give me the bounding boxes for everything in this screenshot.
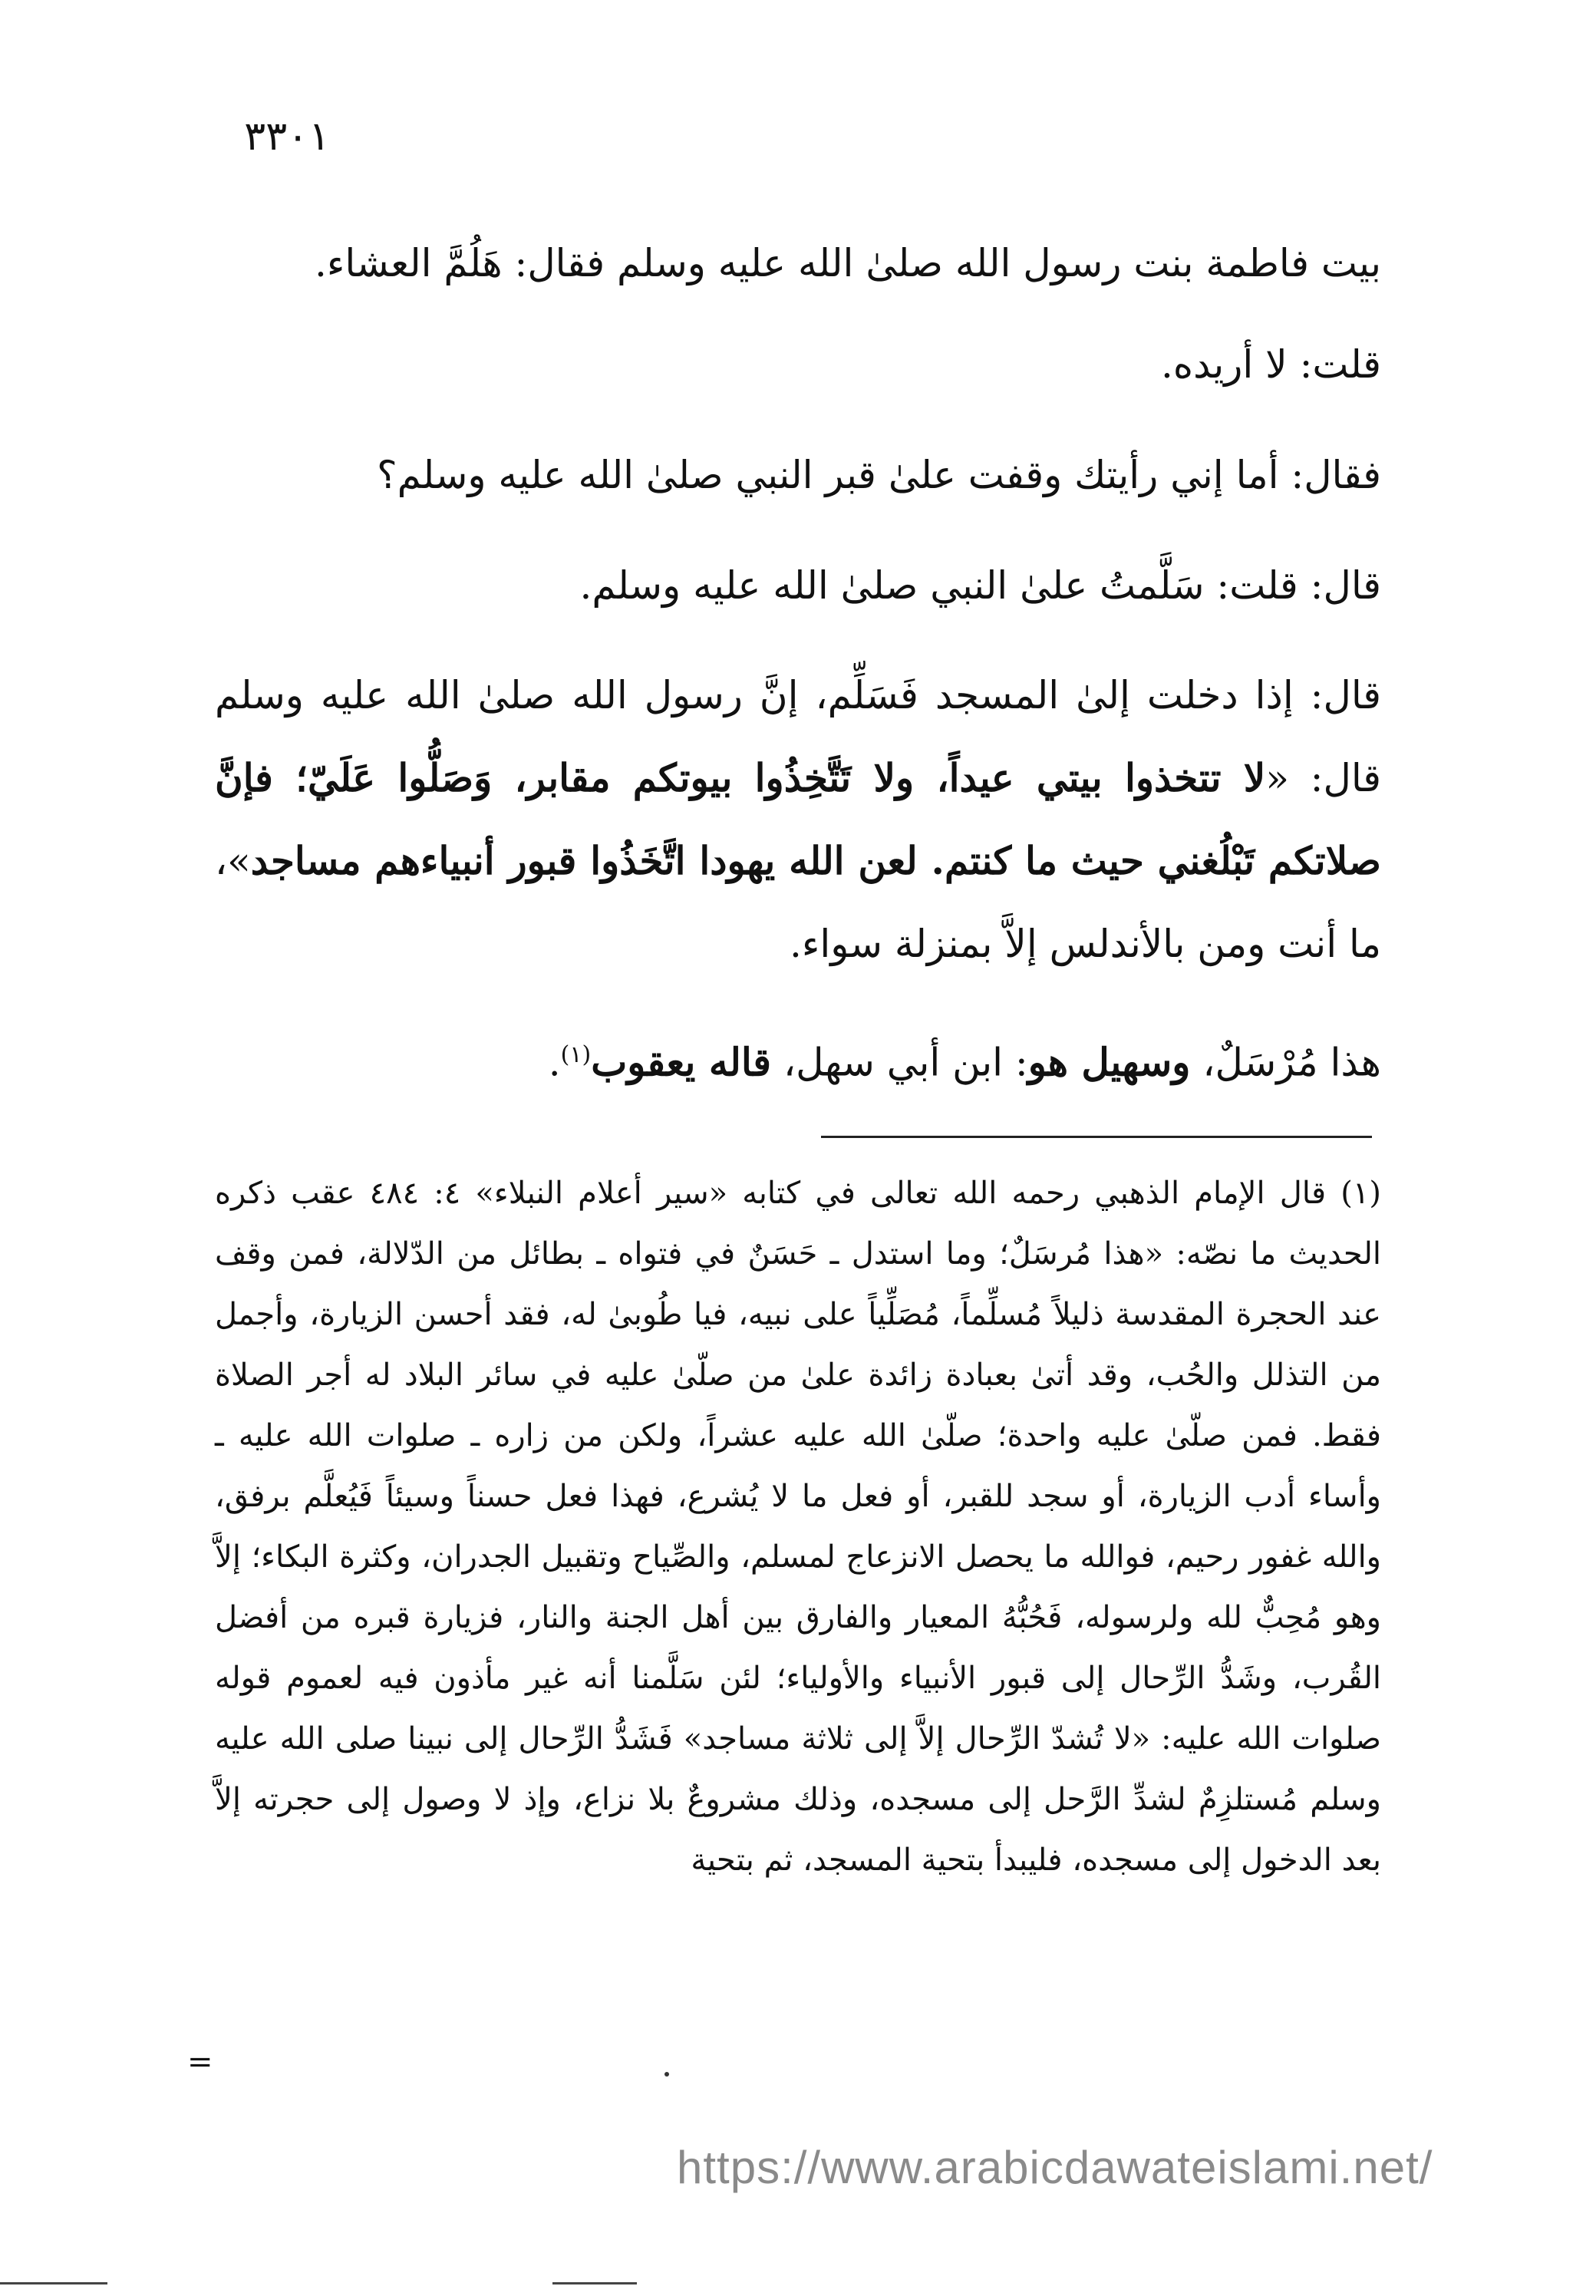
hadith-intro: قال: إذا دخلت إلىٰ المسجد فَسَلِّم، إنَّ رسول الله صلىٰ الله عليه وسلم قال: « <box>215 673 1381 800</box>
paragraph-3: فقال: أما إني رأيتك وقفت علىٰ قبر النبي صلىٰ الله عليه وسلم؟ <box>377 453 1381 497</box>
hadith-paragraph <box>215 654 1381 985</box>
footnote-text: (١) قال الإمام الذهبي رحمه الله تعالى في كتابه «سير أعلام النبلاء» ٤: ٤٨٤ عقب ذكره الحديث ما نصّه: «هذا مُرسَلٌ؛ وما استدل ـ حَسَنٌ في فتواه ـ بطائل من الدّلالة، فمن وقف عند الحجرة المقدسة ذليلاً مُسلِّماً، مُصَلِّياً على نبيه، فيا طُوبىٰ له، فقد أحسن الزيارة، وأجمل من التذلل والحُب، وقد أتىٰ بعبادة زائدة علىٰ من صلّىٰ عليه في سائر البلاد له أجر الصلاة فقط. فمن صلّىٰ عليه واحدة؛ صلّىٰ الله عليه عشراً، ولكن من زاره ـ صلوات الله عليه ـ وأساء أدب الزيارة، أو سجد للقبر، أو فعل ما لا يُشرع، فهذا فعل حسناً وسيئاً فَيُعلَّم برفق، والله غفور رحيم، فوالله ما يحصل الانزعاج لمسلم، والصِّياح وتقبيل الجدران، وكثرة البكاء؛ إلاَّ وهو مُحِبٌّ لله ولرسوله، فَحُبُّهُ المعيار والفارق بين أهل الجنة والنار، فزيارة قبره من أفضل القُرب، وشَدُّ الرِّحال إلى قبور الأنبياء والأولياء؛ لئن سَلَّمنا أنه غير مأذون فيه لعموم قوله صلوات الله عليه: «لا تُشدّ الرِّحال إلاَّ إلى ثلاثة مساجد» فَشَدُّ الرِّحال إلى نبينا صلى الله عليه وسلم مُستلزِمٌ لشدِّ الرَّحل إلى مسجده، وذلك مشروعٌ بلا نزاع، وإذ لا وصول إلى حجرته إلاَّ بعد الدخول إلى مسجده، فليبدأ بتحية المسجد، ثم بتحية <box>215 1176 1382 1878</box>
paragraph-1: بيت فاطمة بنت رسول الله صلىٰ الله عليه وسلم فقال: هَلُمَّ العشاء. <box>315 241 1381 285</box>
scan-dot <box>664 2072 669 2077</box>
continuation-mark: = <box>187 2044 213 2080</box>
note-bold-2: قاله يعقوب <box>591 1039 772 1085</box>
note-start: هذا مُرْسَلٌ، <box>1190 1040 1381 1085</box>
scan-edge-middle <box>552 2282 637 2284</box>
watermark-url: https://www.arabicdawateislami.net/ <box>677 2142 1433 2193</box>
note-bold-1: وسهيل هو <box>1027 1039 1191 1085</box>
page-number: ٣٣٠١ <box>244 114 330 160</box>
hadith-outro: »، ما أنت ومن بالأندلس إلاَّ بمنزلة سواء. <box>215 839 1381 966</box>
paragraph-2: قلت: لا أريده. <box>1161 342 1381 387</box>
narrator-note <box>215 1016 1381 1102</box>
paragraph-4: قال: قلت: سَلَّمتُ علىٰ النبي صلىٰ الله عليه وسلم. <box>579 563 1381 608</box>
note-end: . <box>548 1040 561 1085</box>
hadith-quote: لا تتخذوا بيتي عيداً، ولا تَتَّخِذُوا بيوتكم مقابر، وَصَلُّوا عَلَيّ؛ فإنَّ صلاتكم تَبْلُغني حيث ما كنتم. لعن الله يهودا اتَّخَذُوا قبور أنبياءهم مساجد <box>215 755 1381 883</box>
footnote-reference: (١) <box>560 1041 592 1068</box>
note-middle: : ابن أبي سهل، <box>771 1040 1028 1085</box>
scan-edge-left <box>0 2282 107 2284</box>
footnote-divider <box>821 1136 1372 1138</box>
